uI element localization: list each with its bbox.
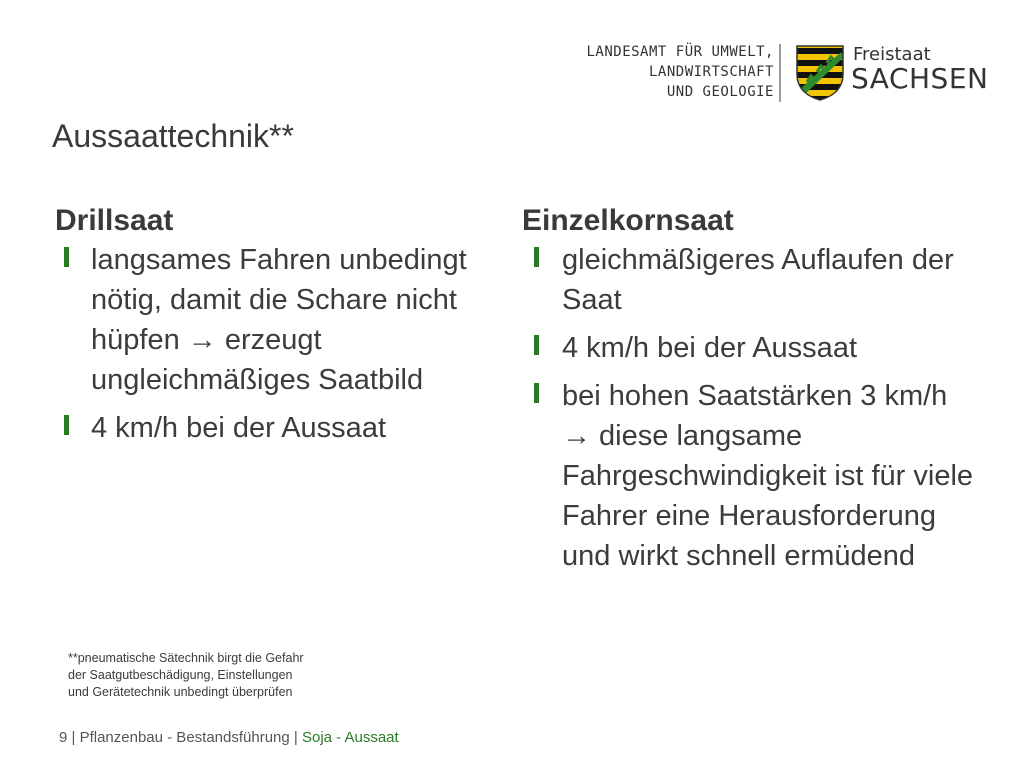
bullet-icon [64, 415, 69, 435]
bullet-icon [534, 383, 539, 403]
footer [59, 729, 399, 746]
list-item [522, 328, 982, 368]
list-item-text: 4 km/h bei der Aussaat [91, 412, 386, 444]
logo-divider [779, 44, 781, 102]
brand-top: Freistaat [853, 44, 931, 65]
einzelkornsaat-heading: Einzelkornsaat [522, 204, 734, 237]
drillsaat-heading: Drillsaat [55, 204, 174, 237]
list-item [55, 408, 495, 448]
list-item [522, 376, 982, 576]
footer-separator: | [67, 729, 80, 746]
list-item-text: bei hohen Saatstärken 3 km/h → diese langsame Fahrgeschwindigkeit ist für viele Fahrer eine Herausforderung und wirkt schnell ermüdend [562, 380, 974, 572]
einzelkornsaat-list [522, 240, 982, 576]
list-item [522, 240, 982, 320]
list-item-text: gleichmäßigeres Auflaufen der Saat [562, 244, 954, 316]
list-item-text: 4 km/h bei der Aussaat [562, 332, 857, 364]
drillsaat-list [55, 240, 495, 448]
drillsaat-column [55, 204, 495, 456]
list-item [55, 240, 495, 400]
brand-bottom: SACHSEN [851, 62, 989, 95]
page-number: 9 [59, 729, 68, 746]
agency-line-2: LANDWIRTSCHAFT [648, 64, 774, 80]
footer-section: Pflanzenbau - Bestandsführung [79, 729, 290, 746]
footnote-line-3: und Gerätetechnik unbedingt überprüfen [68, 685, 293, 699]
list-item-text: langsames Fahren unbedingt nötig, damit die Schare nicht hüpfen → erzeugt ungleichmäßiges Saatbild [91, 244, 467, 396]
footnote-line-2: der Saatgutbeschädigung, Einstellungen [68, 668, 293, 682]
saxony-coat-of-arms-icon [795, 44, 845, 102]
einzelkornsaat-column [522, 204, 982, 584]
footnote-line-1: **pneumatische Sätechnik birgt die Gefahr [68, 651, 304, 665]
bullet-icon [534, 247, 539, 267]
footer-separator: | [289, 729, 302, 746]
bullet-icon [64, 247, 69, 267]
agency-line-3: UND GEOLOGIE [666, 84, 774, 100]
footer-topic: Soja - Aussaat [301, 729, 399, 746]
bullet-icon [534, 335, 539, 355]
agency-name [586, 42, 774, 102]
footnote [68, 650, 304, 701]
page-title: Aussaattechnik** [52, 118, 294, 154]
agency-line-1: LANDESAMT FÜR UMWELT, [586, 44, 774, 60]
